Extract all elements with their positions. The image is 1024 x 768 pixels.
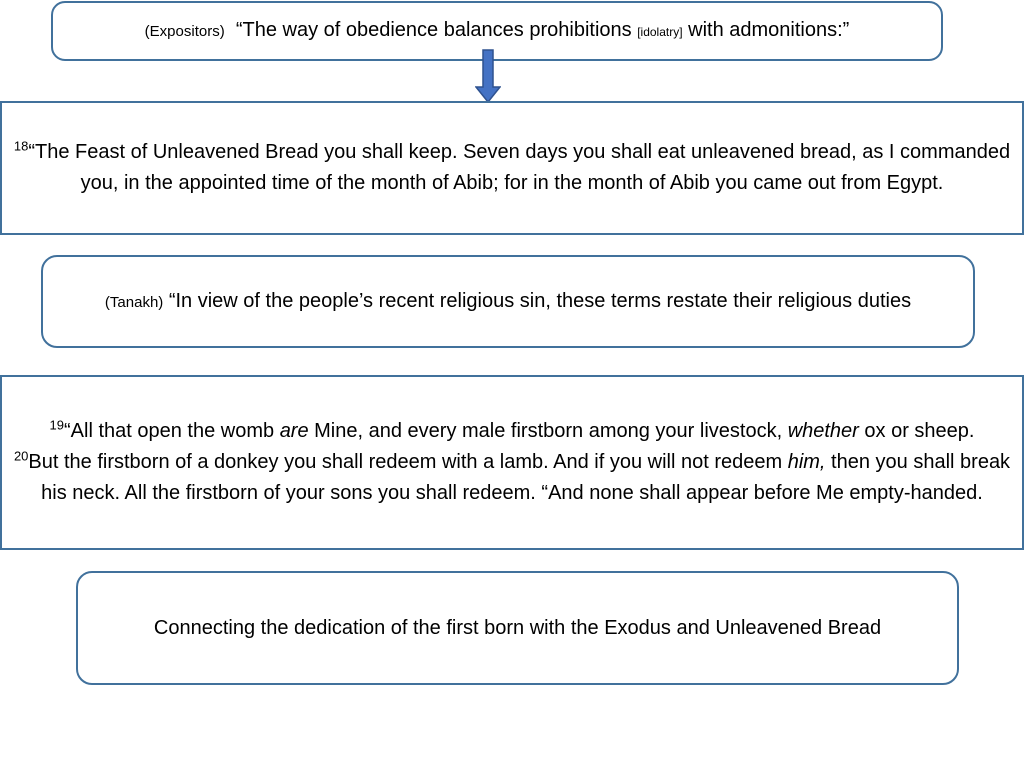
verse-19-part-b: Mine, and every male firstborn among your livestock, <box>308 420 788 442</box>
verse-20-paragraph <box>10 447 1014 509</box>
verse-number-20: 20 <box>13 448 29 464</box>
verses-19-20-box <box>0 375 1024 550</box>
verse-20-italic-him: him, <box>787 451 826 473</box>
verse-18-content: “The Feast of Unleavened Bread you shall keep. Seven days you shall eat unleavened bread, as I commanded you, in the appointed time of the month of Abib; for in the month of Abib you came out from Egypt. <box>28 141 1011 194</box>
tanakh-box <box>41 255 975 348</box>
verse-19-paragraph <box>10 416 1014 447</box>
verse-20-part-a: But the firstborn of a donkey you shall redeem with a lamb. And if you will not redeem <box>28 451 788 473</box>
tanakh-source: (Tanakh) <box>104 293 164 311</box>
expositors-quote-start: “The way of obedience balances prohibitions <box>235 18 632 41</box>
verse-19-italic-are: are <box>279 420 309 442</box>
expositors-quote-end: with admonitions:” <box>688 18 850 41</box>
verse-number-18: 18 <box>13 138 29 154</box>
verse-19-part-a: “All that open the womb <box>64 420 280 442</box>
verse-19-italic-whether: whether <box>787 420 859 442</box>
verse-19-part-c: ox or sheep. <box>858 420 975 442</box>
connection-text: Connecting the dedication of the first born with the Exodus and Unleavened Bread <box>153 616 882 639</box>
expositors-text <box>145 15 850 48</box>
expositors-source: (Expositors) <box>144 22 225 40</box>
verse-18-text <box>10 137 1014 199</box>
expositors-bracket: [idolatry] <box>637 24 683 39</box>
tanakh-quote: “In view of the people’s recent religious sin, these terms restate their religious duties <box>168 289 912 312</box>
connection-box <box>76 571 959 685</box>
verse-18-box <box>0 101 1024 235</box>
verses-19-20-text <box>10 416 1014 509</box>
tanakh-text <box>105 286 911 318</box>
verse-number-19: 19 <box>49 417 64 433</box>
verse-20-part-b: then you shall break his neck. All the firstborn of your sons you shall redeem. “And none shall appear before Me empty-handed. <box>41 451 1011 504</box>
down-arrow-icon <box>475 49 501 103</box>
